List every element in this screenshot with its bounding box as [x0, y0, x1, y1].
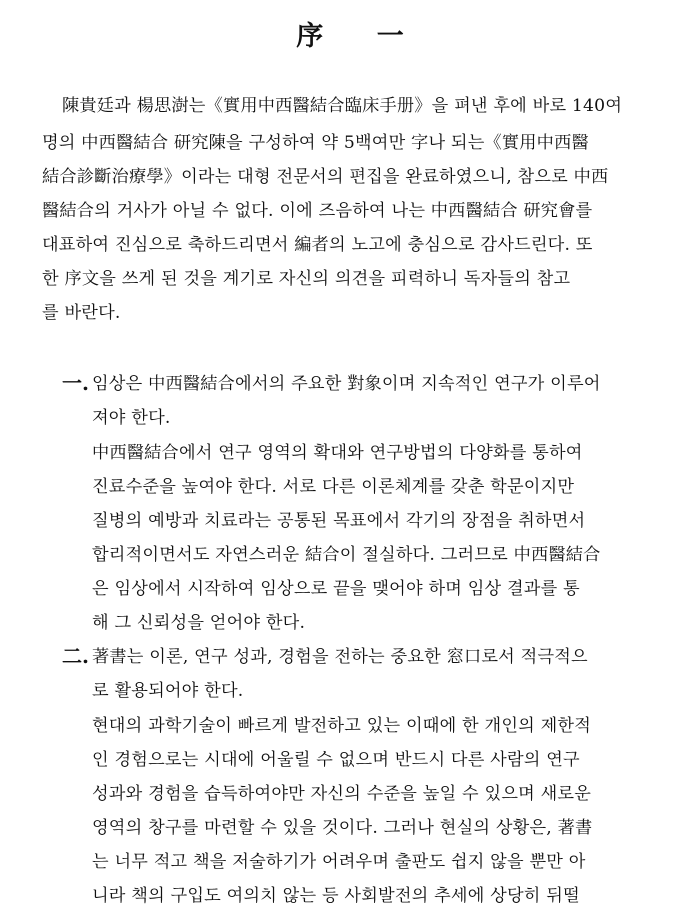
item-body-line: 는 너무 적고 책을 저술하기가 어려우며 출판도 쉽지 않을 뿐만 아 [92, 852, 586, 872]
item-heading-line: 로 활용되어야 한다. [92, 681, 244, 701]
item-body-line: 해 그 신뢰성을 얻어야 한다. [92, 613, 306, 633]
item-body-line: 은 임상에서 시작하여 임상으로 끝을 맺어야 하며 임상 결과를 통 [92, 579, 580, 599]
intro-line: 명의 中西醫結合 研究陳을 구성하여 약 5백여만 字나 되는《實用中西醫 [42, 133, 589, 153]
page-title: 序 一 [296, 21, 426, 52]
intro-line: 醫結合의 거사가 아닐 수 없다. 이에 즈음하여 나는 中西醫結合 研究會를 [42, 201, 593, 221]
item-heading-line: 임상은 中西醫結合에서의 주요한 對象이며 지속적인 연구가 이루어 [92, 374, 601, 394]
item-body-line: 니라 책의 구입도 여의치 않는 등 사회발전의 추세에 상당히 뒤떨 [92, 886, 580, 906]
item-heading-line: 져야 한다. [92, 408, 171, 428]
item-body-line: 합리적이면서도 자연스러운 結合이 절실하다. 그러므로 中西醫結合 [92, 545, 601, 565]
item-marker: 二. [62, 644, 89, 668]
intro-line: 한 序文을 쓰게 된 것을 계기로 자신의 의견을 피력하니 독자들의 참고 [42, 269, 571, 289]
item-body-line: 영역의 창구를 마련할 수 있을 것이다. 그러나 현실의 상황은, 著書 [92, 818, 593, 838]
item-body-line: 현대의 과학기술이 빠르게 발전하고 있는 이때에 한 개인의 제한적 [92, 716, 591, 736]
item-body-line: 中西醫結合에서 연구 영역의 확대와 연구방법의 다양화를 통하여 [92, 443, 583, 463]
item-body-line: 인 경험으로는 시대에 어울릴 수 없으며 반드시 다른 사람의 연구 [92, 750, 580, 770]
item-body-line: 진료수준을 높여야 한다. 서로 다른 이론체계를 갖춘 학문이지만 [92, 477, 575, 497]
item-heading-line: 著書는 이론, 연구 성과, 경험을 전하는 중요한 窓口로서 적극적으 [92, 647, 588, 667]
item-marker: 一. [62, 371, 89, 395]
intro-line: 를 바란다. [42, 303, 121, 323]
intro-line: 대표하여 진심으로 축하드리면서 編者의 노고에 충심으로 감사드린다. 또 [42, 235, 593, 255]
intro-line: 陳貴廷과 楊思澍는《實用中西醫結合臨床手册》을 펴낸 후에 바로 140여 [62, 96, 623, 116]
item-body-line: 질병의 예방과 치료라는 공통된 목표에서 각기의 장점을 취하면서 [92, 511, 586, 531]
item-body-line: 성과와 경험을 습득하여야만 자신의 수준을 높일 수 있으며 새로운 [92, 784, 591, 804]
intro-line: 結合診斷治療學》이라는 대형 전문서의 편집을 완료하였으니, 참으로 中西 [42, 167, 609, 187]
